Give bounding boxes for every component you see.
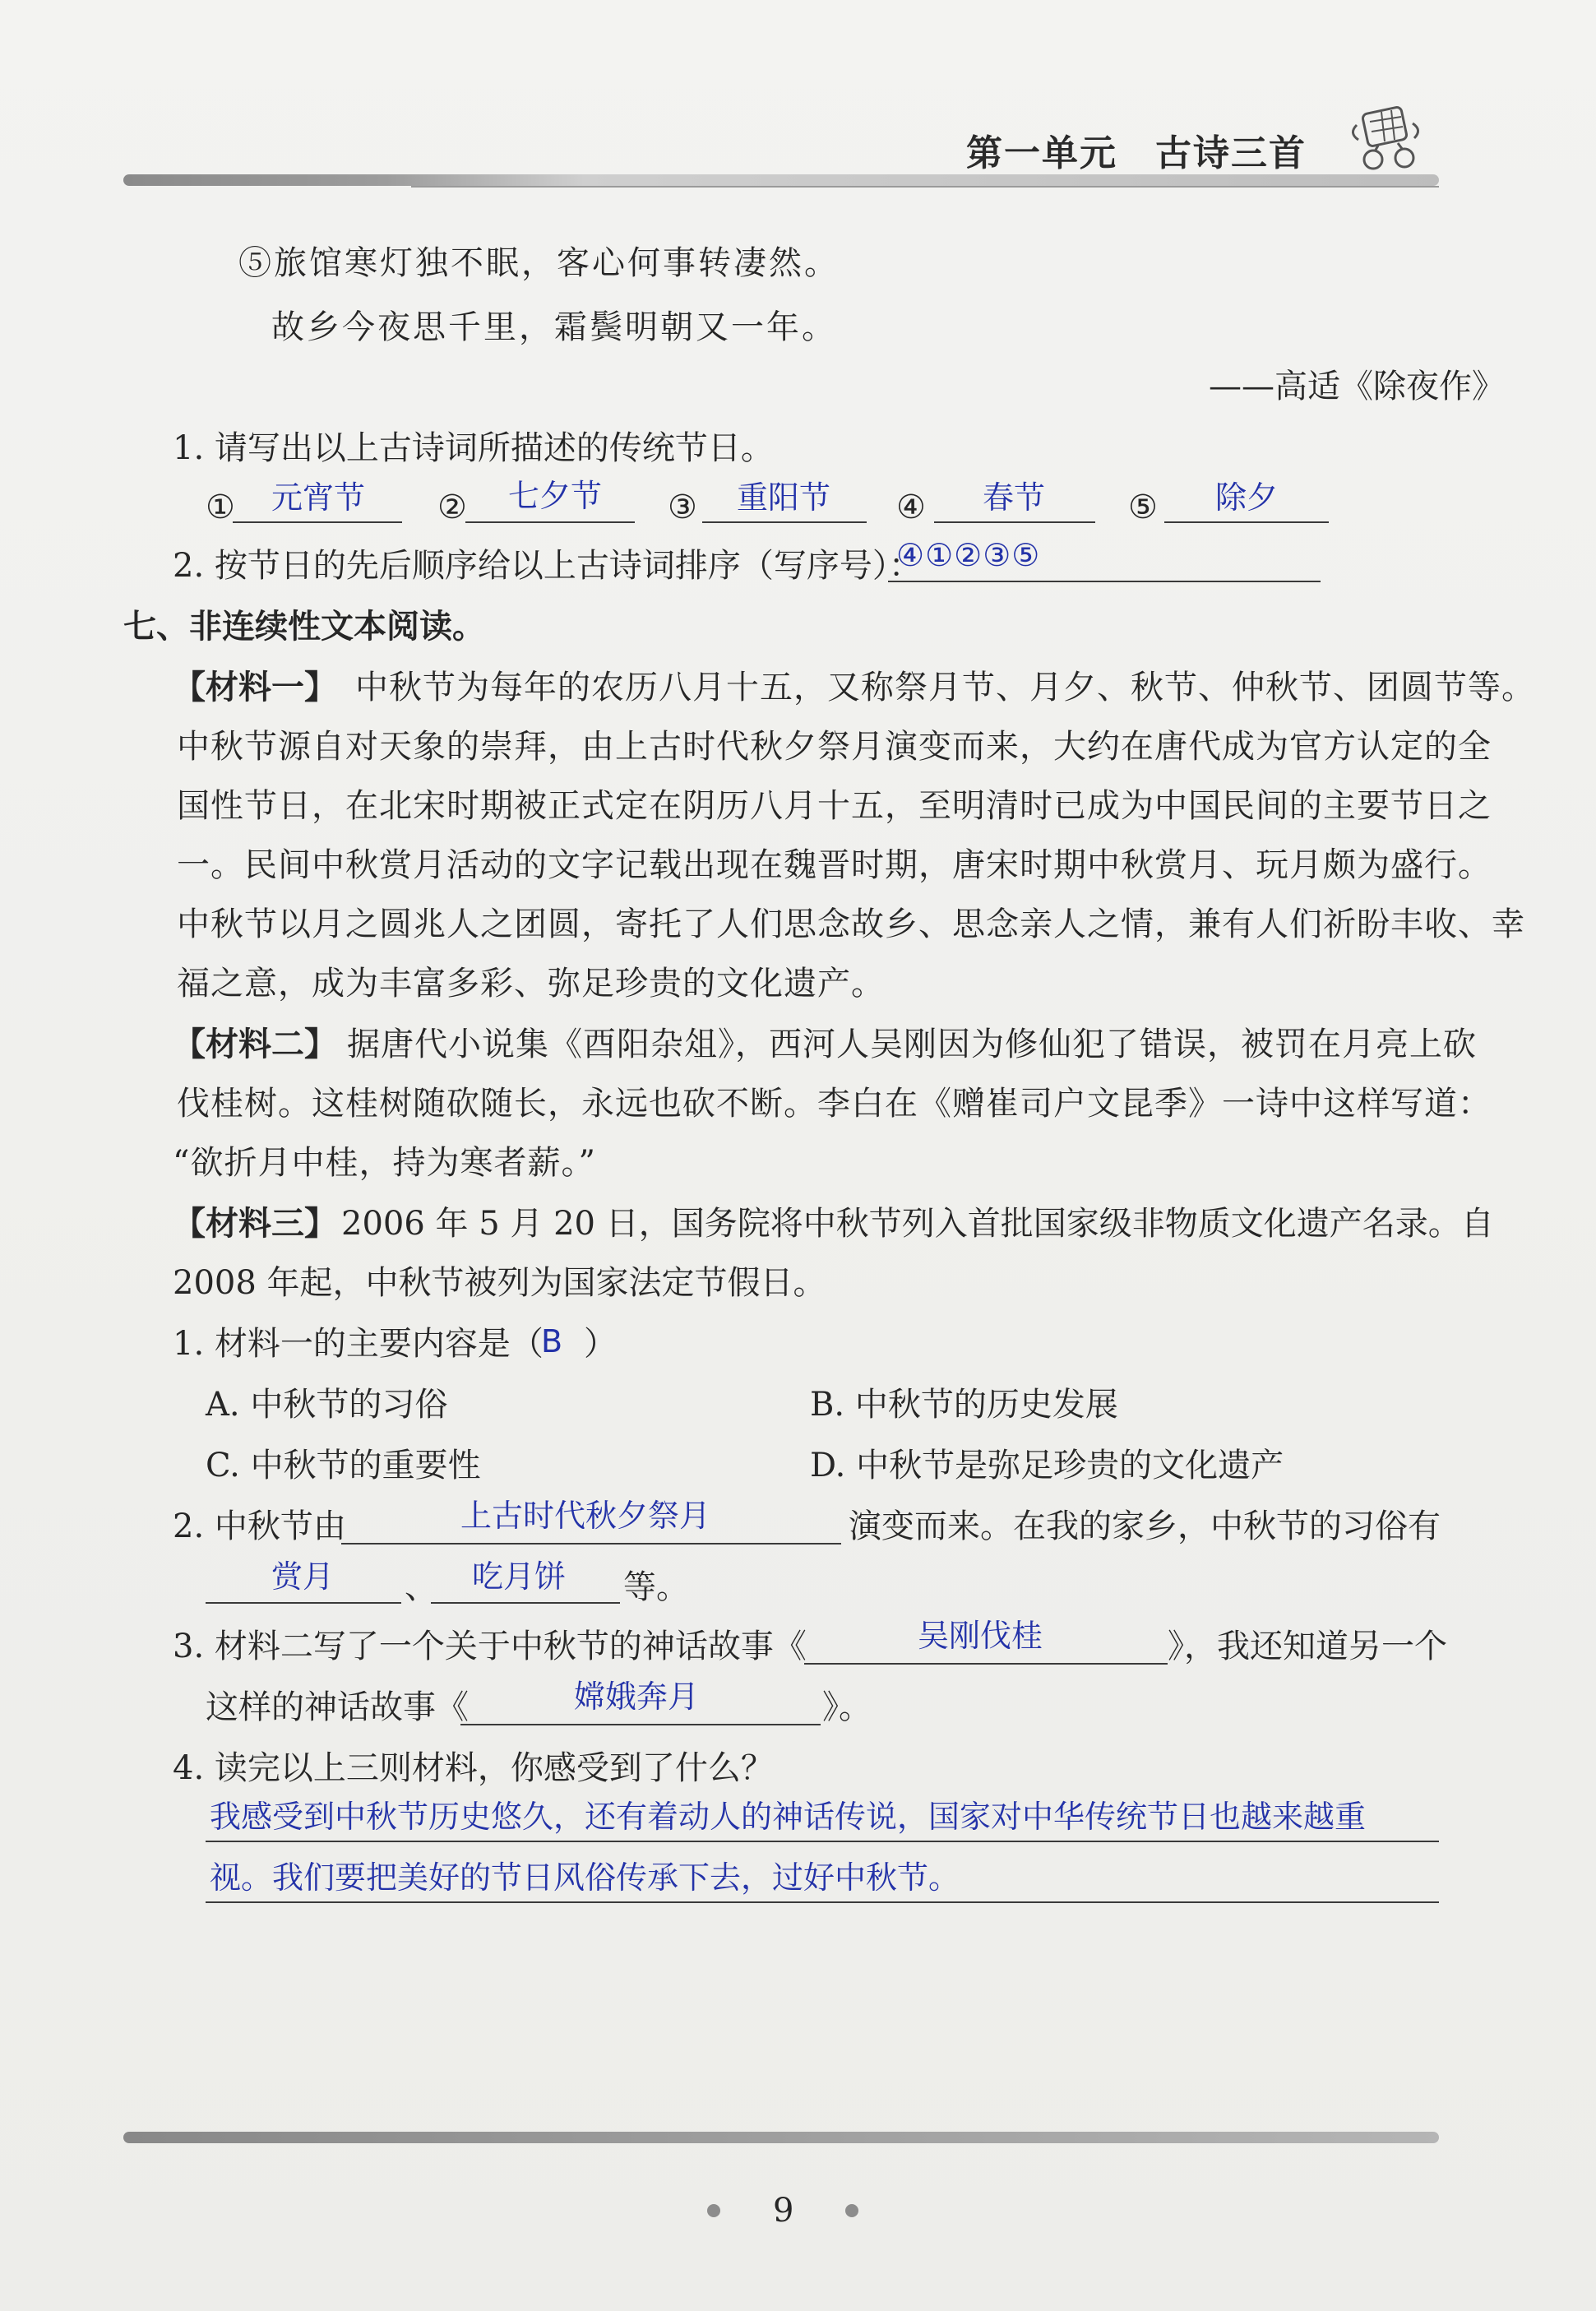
material-label: 【材料三】	[173, 1204, 337, 1243]
separator: 、	[405, 1568, 437, 1606]
answer-mark: ②	[437, 489, 467, 526]
handwritten-answer: 我感受到中秋节历史悠久，还有着动人的神话传说，国家对中华传统节日也越来越重	[210, 1799, 1367, 1835]
handwritten-answer: 重阳节	[737, 479, 831, 516]
material-text: 据唐代小说集《酉阳杂俎》，西河人吴刚因为修仙犯了错误，被罚在月亮上砍	[347, 1026, 1477, 1063]
answer-mark: ①	[206, 489, 235, 526]
answer-underline	[702, 521, 867, 523]
material-text: 一。民间中秋赏月活动的文字记载出现在魏晋时期，唐宋时期中秋赏月、玩月颇为盛行。	[177, 846, 1492, 884]
material-text: 中秋节源自对天象的崇拜，由上古时代秋夕祭月演变而来，大约在唐代成为官方认定的全	[177, 728, 1492, 766]
option-a: A. 中秋节的习俗	[206, 1386, 448, 1424]
answer-mark: ⑤	[1128, 489, 1158, 526]
dot-icon	[845, 2204, 858, 2217]
question-prompt: 2. 中秋节由	[173, 1507, 346, 1545]
handwritten-answer: 赏月	[271, 1558, 335, 1595]
answer-underline	[804, 1663, 1168, 1665]
answer-underline	[233, 521, 402, 523]
option-c: C. 中秋节的重要性	[206, 1447, 481, 1484]
answer-underline	[206, 1602, 401, 1604]
material-text: 中秋节以月之圆兆人之团圆，寄托了人们思念故乡、思念亲人之情，兼有人们祈盼丰收、幸	[177, 905, 1525, 943]
question-prompt: 等。	[623, 1568, 689, 1606]
material-text: 伐桂树。这桂树随砍随长，永远也砍不断。李白在《赠崔司户文昆季》一诗中这样写道：	[177, 1085, 1492, 1123]
material-text: 中秋节为每年的农历八月十五，又称祭月节、月夕、秋节、仲秋节、团圆节等。	[355, 669, 1535, 706]
question-prompt: 演变而来。在我的家乡，中秋节的习俗有	[849, 1507, 1441, 1545]
question-prompt: 1. 请写出以上古诗词所描述的传统节日。	[173, 429, 774, 467]
material-text: 福之意，成为丰富多彩、弥足珍贵的文化遗产。	[177, 965, 885, 1003]
question-prompt: 3. 材料二写了一个关于中秋节的神话故事《	[173, 1628, 807, 1665]
handwritten-answer: 元宵节	[271, 479, 366, 516]
header-thin-rule	[411, 186, 1439, 188]
handwritten-answer: 七夕节	[508, 478, 603, 514]
page-number: 9	[773, 2192, 794, 2230]
question-prompt: 4. 读完以上三则材料，你感受到了什么？	[173, 1749, 774, 1787]
material-label: 【材料一】	[173, 668, 337, 706]
answer-underline	[460, 1724, 821, 1725]
answer-mark: ④	[896, 489, 926, 526]
handwritten-answer: 吴刚伐桂	[918, 1618, 1043, 1654]
question-prompt: 1. 材料一的主要内容是（	[173, 1325, 544, 1363]
footer-rule	[123, 2132, 1439, 2143]
question-prompt: 》，我还知道另一个	[1168, 1628, 1447, 1665]
answer-underline	[206, 1841, 1439, 1842]
cartoon-robot-icon	[1340, 100, 1431, 183]
material-text: 国性节日，在北宋时期被正式定在阴历八月十五，至明清时已成为中国民间的主要节日之	[177, 787, 1492, 825]
answer-underline	[431, 1602, 620, 1604]
handwritten-answer: B	[541, 1323, 563, 1359]
dot-icon	[707, 2204, 720, 2217]
poem-line: ⑤旅馆寒灯独不眠，客心何事转凄然。	[238, 244, 840, 282]
handwritten-answer: 春节	[983, 479, 1046, 516]
handwritten-answer: ④①②③⑤	[896, 537, 1041, 573]
poem-source: ——高适《除夜作》	[1209, 368, 1505, 405]
handwritten-answer: 嫦娥奔月	[574, 1679, 700, 1715]
question-prompt: 2. 按节日的先后顺序给以上古诗词排序（写序号）：	[173, 547, 922, 585]
handwritten-answer: 上古时代秋夕祭月	[460, 1498, 711, 1534]
material-text: “欲折月中桂，持为寒者薪。”	[173, 1144, 596, 1182]
answer-mark: ③	[668, 489, 697, 526]
question-prompt: 》。	[822, 1688, 872, 1726]
answer-underline	[206, 1901, 1439, 1903]
answer-underline	[888, 581, 1321, 582]
question-prompt: 这样的神话故事《	[206, 1688, 469, 1726]
answer-underline	[465, 521, 635, 523]
option-b: B. 中秋节的历史发展	[810, 1386, 1118, 1424]
option-d: D. 中秋节是弥足珍贵的文化遗产	[810, 1447, 1284, 1484]
question-prompt: ）	[584, 1325, 617, 1363]
answer-underline	[341, 1543, 841, 1545]
handwritten-answer: 吃月饼	[472, 1558, 567, 1595]
handwritten-answer: 视。我们要把美好的节日风俗传承下去，过好中秋节。	[210, 1859, 960, 1896]
answer-underline	[1164, 521, 1329, 523]
header-rule	[123, 174, 1439, 186]
material-text: 2008 年起，中秋节被列为国家法定节假日。	[173, 1264, 826, 1302]
material-label: 【材料二】	[173, 1025, 337, 1063]
material-text: 2006 年 5 月 20 日，国务院将中秋节列入首批国家级非物质文化遗产名录。自	[341, 1205, 1494, 1243]
section-heading: 七、非连续性文本阅读。	[123, 607, 485, 646]
answer-underline	[934, 521, 1095, 523]
handwritten-answer: 除夕	[1215, 479, 1279, 516]
unit-title: 第一单元 古诗三首	[966, 132, 1307, 174]
poem-line: 故乡今夜思千里，霜鬓明朝又一年。	[271, 308, 837, 346]
